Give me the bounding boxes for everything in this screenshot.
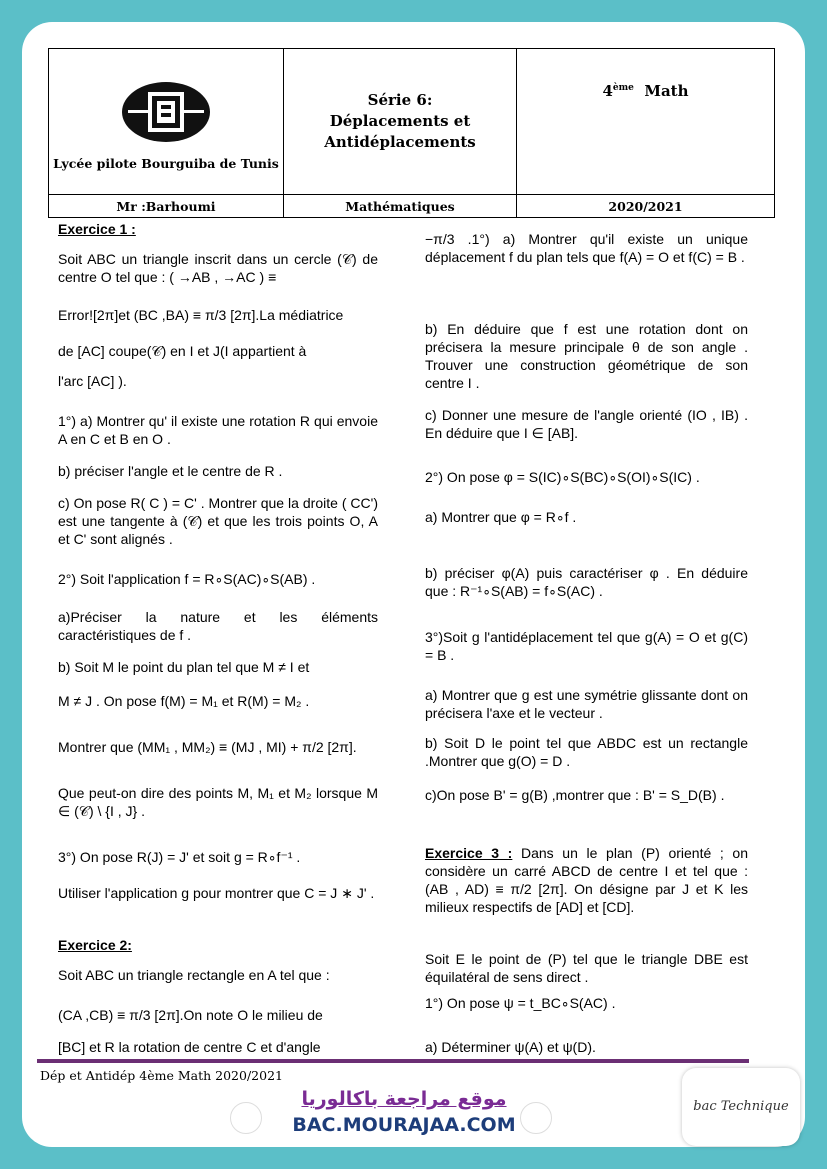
ex1-q1c: c) On pose R( C ) = C' . Montrer que la droite ( CC') est une tangente à (𝒞) et que les trois points O, A et C' sont alignés . [58, 495, 378, 547]
teacher-cell: Mr :Barhoumi [49, 195, 284, 218]
ex1-line-1: Soit ABC un triangle inscrit dans un cercle (𝒞) de centre O tel que : ( →AB , →AC ) ≡ [58, 251, 378, 285]
ex2-r6: b) préciser φ(A) puis caractériser φ . En déduire que : R⁻¹∘S(AB) = f∘S(AC) . [425, 565, 748, 599]
ex2-r1: −π/3 .1°) a) Montrer qu'il existe un unique déplacement f du plan tels que f(A) = O et f(C) = B . [425, 231, 748, 265]
series-title: Série 6: Déplacements et Antidéplacements [324, 91, 476, 151]
left-column [58, 220, 378, 1060]
right-column [425, 230, 748, 1060]
ex3-line-3: 1°) On pose ψ = t_BC∘S(AC) . [425, 995, 616, 1011]
ex2-r2: b) En déduire que f est une rotation dont on précisera la mesure principale θ de son angle . Trouver une construction géométrique de son centre I . [425, 321, 748, 391]
bac-technique-badge: bac Technique [682, 1068, 800, 1146]
ex2-line-1: Soit ABC un triangle rectangle en A tel que : [58, 967, 330, 983]
ex3-line-1: Dans un le plan (P) orienté ; on considère un carré ABCD de centre I et tel que : (AB , AD) ≡ π/2 [2π]. On désigne par J et K les milieux respectifs de [AD] et [CD]. [425, 845, 748, 915]
ex1-line-4: l'arc [AC] ). [58, 373, 127, 389]
level-word: Math [644, 81, 689, 100]
ex2-line-3: [BC] et R la rotation de centre C et d'angle [58, 1039, 321, 1055]
ex1-q2a: a)Préciser la nature et les éléments caractéristiques de f . [58, 609, 378, 643]
ex1-q2b3: Montrer que (MM₁ , MM₂) ≡ (MJ , MI) + π/2 [2π]. [58, 739, 357, 755]
footer-divider [37, 1059, 749, 1063]
subject-cell: Mathématiques [284, 195, 517, 218]
ex1-q1b: b) préciser l'angle et le centre de R . [58, 463, 283, 479]
level-cell [517, 49, 775, 195]
ex1-line-3: de [AC] coupe(𝒞) en I et J(I appartient à [58, 343, 307, 359]
footer-caption: Dép et Antidép 4ème Math 2020/2021 [40, 1068, 283, 1083]
ex1-q3: 3°) On pose R(J) = J' et soit g = R∘f⁻¹ . [58, 849, 301, 865]
level-label [517, 82, 774, 100]
ex3-line-2: Soit E le point de (P) tel que le triangle DBE est équilatéral de sens direct . [425, 951, 748, 985]
ex1-q2: 2°) Soit l'application f = R∘S(AC)∘S(AB) . [58, 571, 316, 587]
website-banner[interactable] [284, 1088, 524, 1146]
ex2-r7: 3°)Soit g l'antidéplacement tel que g(A) = O et g(C) = B . [425, 629, 748, 663]
ex1-q3b: Utiliser l'application g pour montrer que C = J ∗ J' . [58, 885, 375, 901]
ex1-q1a: 1°) a) Montrer qu' il existe une rotation R qui envoie A en C et B en O . [58, 413, 378, 447]
ex2-r8: a) Montrer que g est une symétrie glissante dont on précisera l'axe et le vecteur . [425, 687, 748, 721]
ex2-r4: 2°) On pose φ = S(IC)∘S(BC)∘S(OI)∘S(IC) . [425, 469, 700, 485]
school-logo [118, 78, 214, 146]
series-cell [284, 49, 517, 195]
level-sup: ème [612, 82, 634, 93]
school-name: Lycée pilote Bourguiba de Tunis [53, 156, 279, 171]
ex1-q2b4: Que peut-on dire des points M, M₁ et M₂ lorsque M ∈ (𝒞) \ {I , J} . [58, 785, 378, 819]
ex2-line-2: (CA ,CB) ≡ π/3 [2π].On note O le milieu de [58, 1007, 323, 1023]
ex1-q2b2: M ≠ J . On pose f(M) = M₁ et R(M) = M₂ . [58, 693, 310, 709]
exercise-3-title: Exercice 3 : [425, 845, 513, 861]
header-table [48, 48, 775, 218]
ex3-line-4: a) Déterminer ψ(A) et ψ(D). [425, 1039, 596, 1055]
website-arabic: موقع مراجعة باكالوريا [301, 1088, 507, 1110]
level-num: 4 [602, 81, 613, 100]
exercise-1-title: Exercice 1 : [58, 221, 136, 237]
website-url[interactable]: BAC.MOURAJAA.COM [292, 1114, 516, 1136]
document-page [22, 22, 805, 1147]
left-mini-logo [230, 1102, 262, 1134]
ex2-r9: b) Soit D le point tel que ABDC est un rectangle .Montrer que g(O) = D . [425, 735, 748, 769]
school-cell [49, 49, 284, 195]
ex2-r5: a) Montrer que φ = R∘f . [425, 509, 577, 525]
ex1-q2b1: b) Soit M le point du plan tel que M ≠ I et [58, 659, 310, 675]
ex2-r3: c) Donner une mesure de l'angle orienté (IO , IB) . En déduire que I ∈ [AB]. [425, 407, 748, 441]
year-cell: 2020/2021 [517, 195, 775, 218]
exercise-2-title: Exercice 2: [58, 937, 132, 953]
exercise-3-block [425, 844, 748, 916]
right-mini-logo [520, 1102, 552, 1134]
ex2-r10: c)On pose B' = g(B) ,montrer que : B' = S_D(B) . [425, 787, 725, 803]
ex1-line-2: Error![2π]et (BC ,BA) ≡ π/3 [2π].La médiatrice [58, 307, 344, 323]
